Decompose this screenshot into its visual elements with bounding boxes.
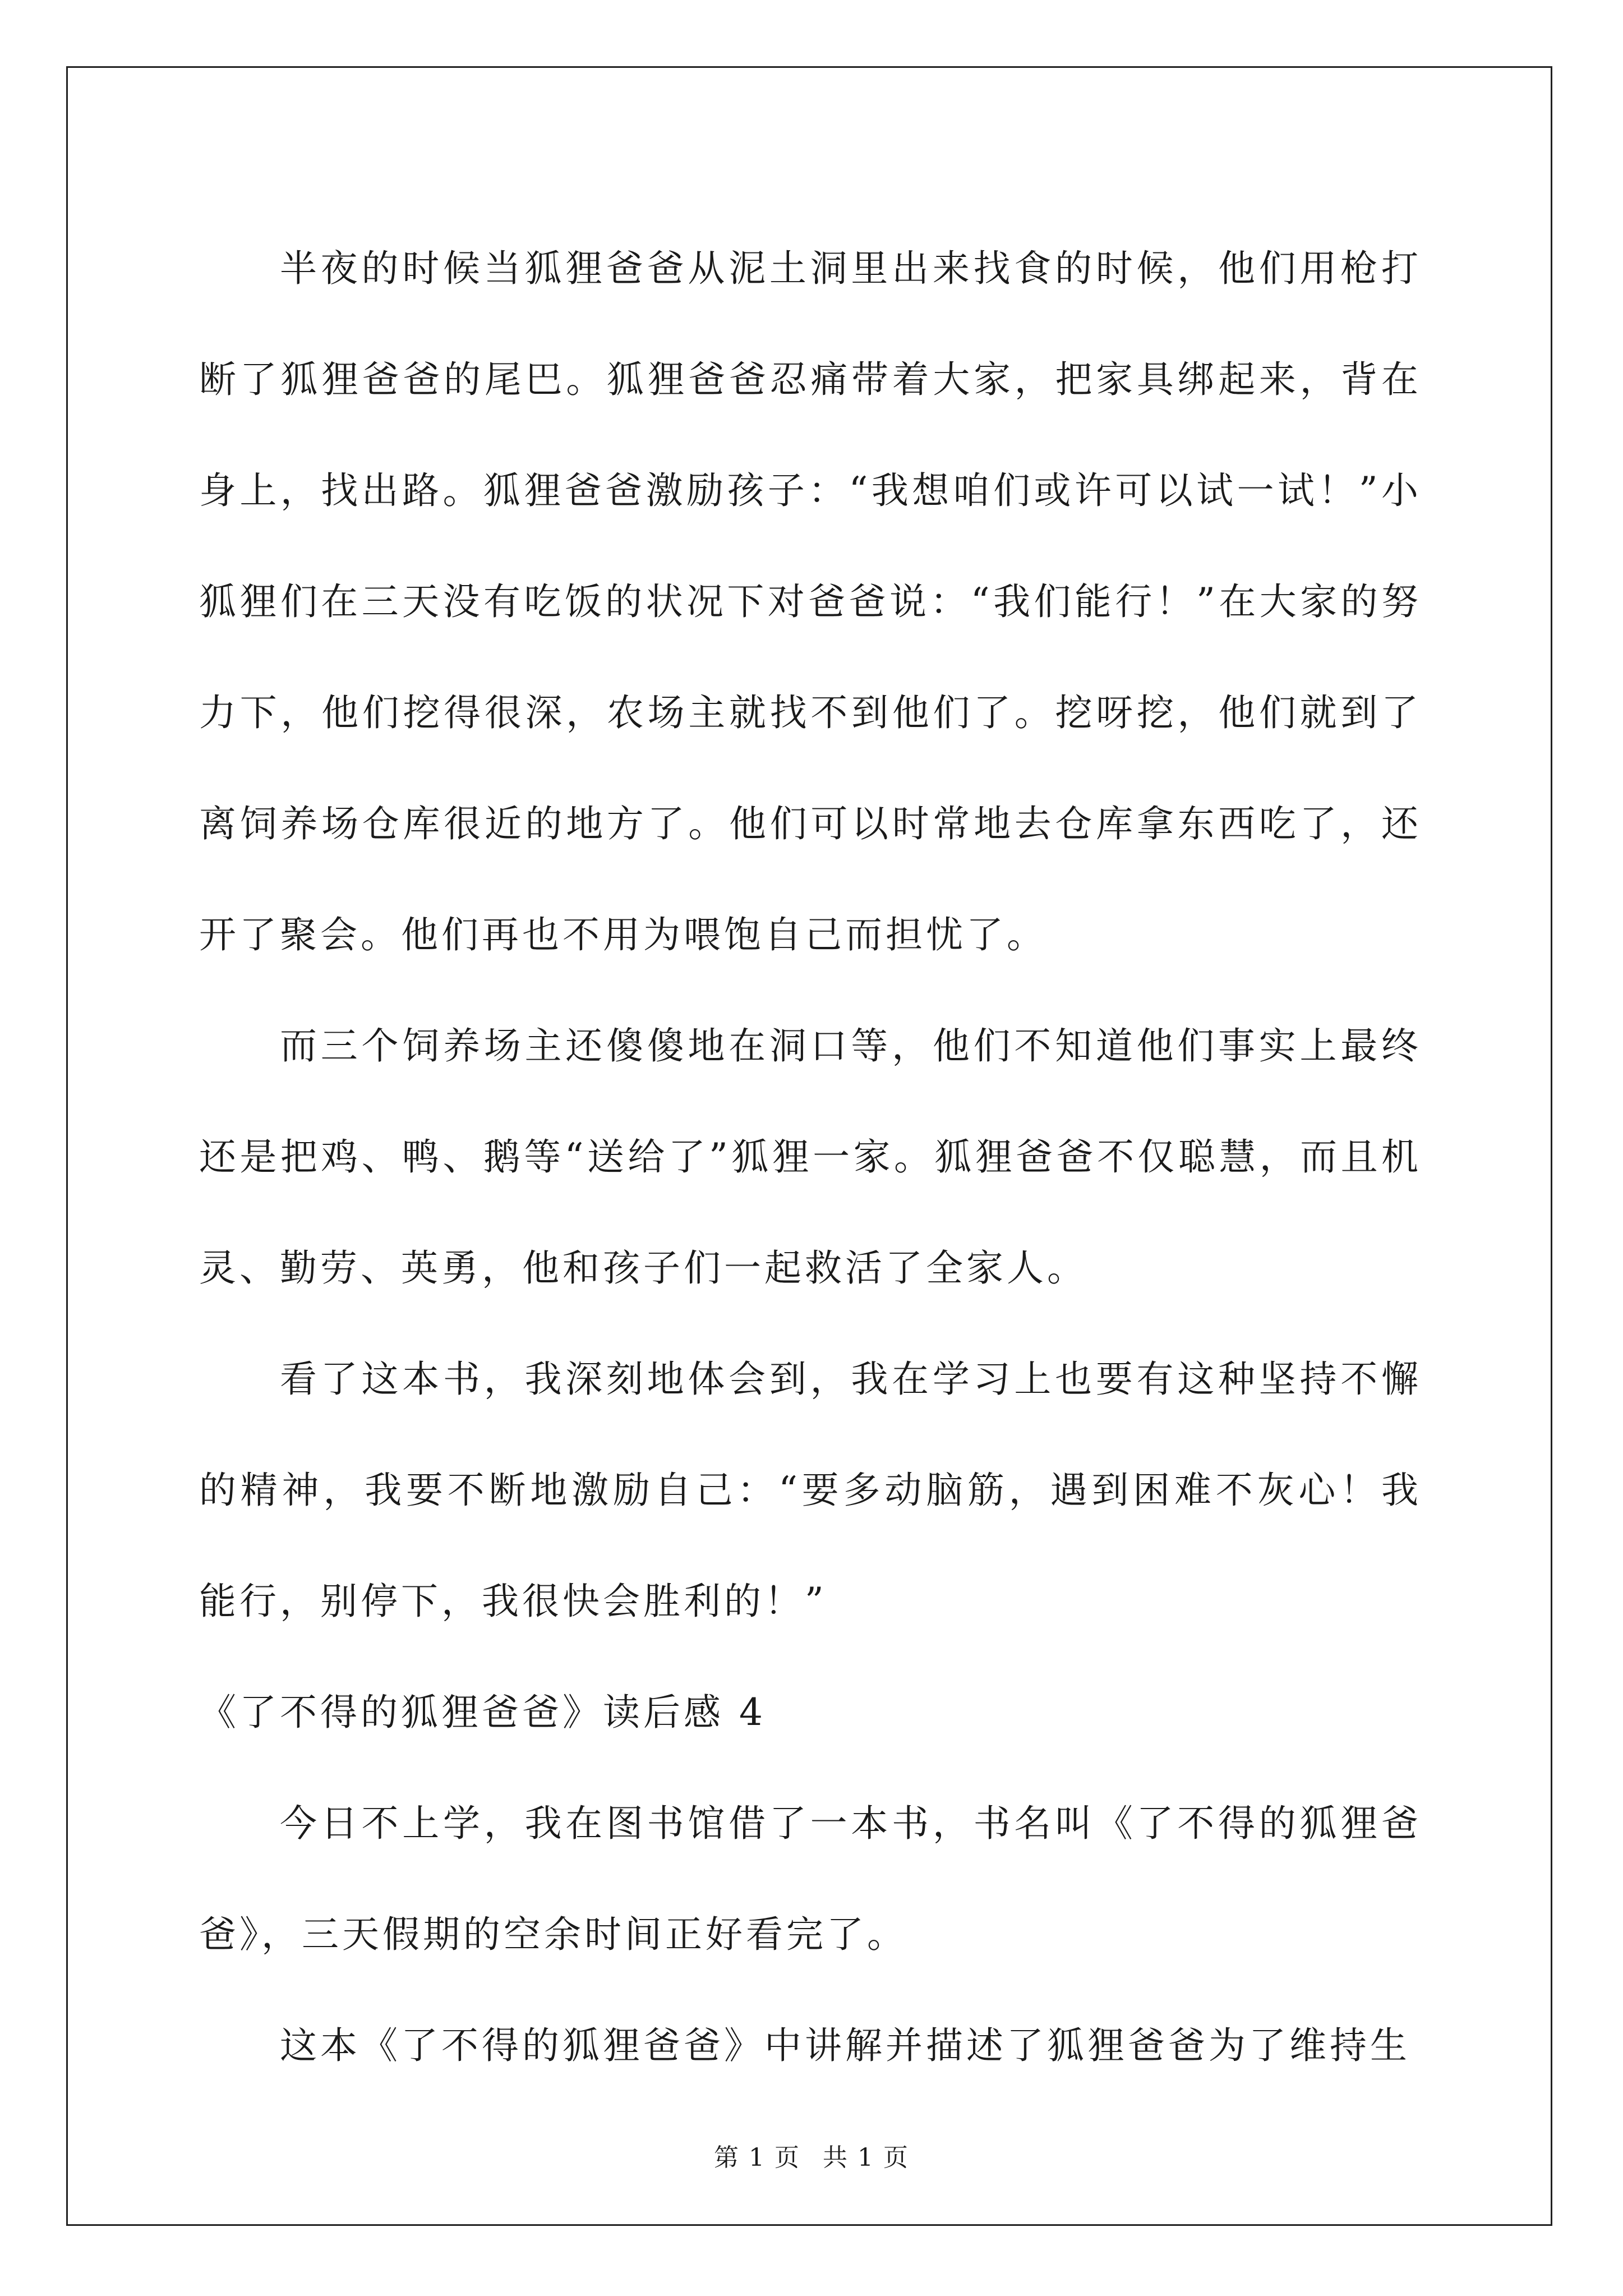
section-heading: 《了不得的狐狸爸爸》读后感 4: [199, 1691, 766, 1734]
paragraph-1: 半夜的时候当狐狸爸爸从泥土洞里出来找食的时候，他们用枪打断了狐狸爸爸的尾巴。狐狸爸爸忍痛带着大家，把家具绑起来，背在身上，找出路。狐狸爸爸激励孩子：“我想咱们或许可以试一试！”小狐狸们在三天没有吃饭的状况下对爸爸说：“我们能行！”在大家的努力下，他们挖得很深，农场主就找不到他们了。挖呀挖，他们就到了离饲养场仓库很近的地方了。他们可以时常地去仓库拿东西吃了，还开了聚会。他们再也不用为喂饱自己而担忧了。: [199, 247, 1422, 956]
page-total: 共 1 页: [823, 2143, 909, 2172]
page-footer: [0, 2137, 1623, 2173]
paragraph-5: 这本《了不得的狐狸爸爸》中讲解并描述了狐狸爸爸为了维持生: [280, 2024, 1410, 2067]
document-body: [199, 213, 1422, 2101]
paragraph-2: 而三个饲养场主还傻傻地在洞口等，他们不知道他们事实上最终还是把鸡、鸭、鹅等“送给了”狐狸一家。狐狸爸爸不仅聪慧，而且机灵、勤劳、英勇，他和孩子们一起救活了全家人。: [199, 1024, 1422, 1290]
paragraph-4: 今日不上学，我在图书馆借了一本书，书名叫《了不得的狐狸爸爸》，三天假期的空余时间正好看完了。: [199, 1802, 1422, 1956]
page-number: 第 1 页: [714, 2143, 800, 2172]
paragraph-3: 看了这本书，我深刻地体会到，我在学习上也要有这种坚持不懈的精神，我要不断地激励自己：“要多动脑筋，遇到困难不灰心！我能行，别停下，我很快会胜利的！”: [199, 1358, 1422, 1623]
